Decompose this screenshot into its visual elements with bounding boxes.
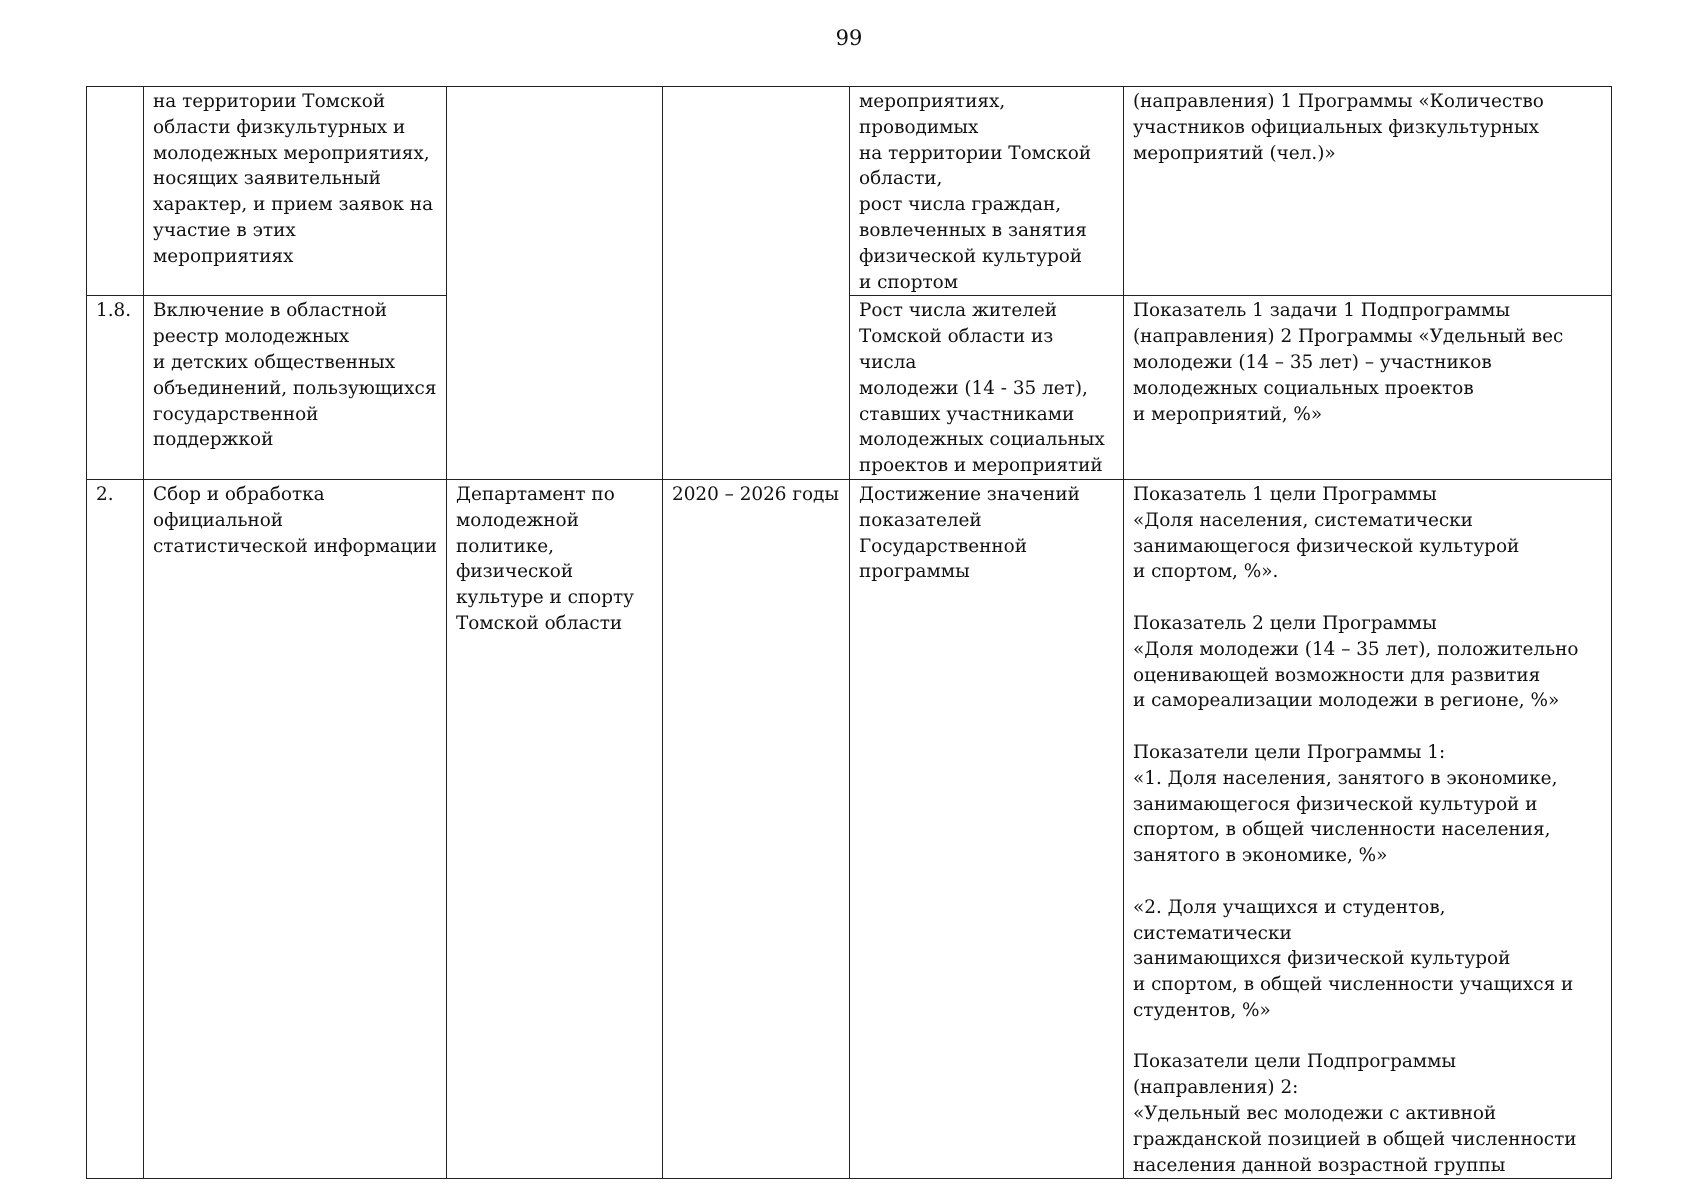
table-row bbox=[87, 87, 1612, 296]
activity-cell: на территории Томской области физкультурных и молодежных мероприятиях, носящих заявительный характер, и прием заявок на участие в этих мероприятиях bbox=[144, 87, 447, 296]
table-row bbox=[87, 479, 1612, 1179]
result-cell: мероприятиях, проводимых на территории Томской области, рост числа граждан, вовлеченных в занятия физической культурой и спортом bbox=[850, 87, 1124, 296]
table-row bbox=[87, 296, 1612, 480]
executor-cell bbox=[447, 87, 663, 480]
indicator-cell: Показатель 1 задачи 1 Подпрограммы (направления) 2 Программы «Удельный вес молодежи (14 – 35 лет) – участников молодежных социальных проектов и мероприятий, %» bbox=[1124, 296, 1612, 480]
result-cell: Достижение значений показателей Государственной программы bbox=[850, 479, 1124, 1179]
activity-cell: Включение в областной реестр молодежных и детских общественных объединений, пользующихся государственной поддержкой bbox=[144, 296, 447, 480]
row-number-cell bbox=[87, 87, 144, 296]
period-cell: 2020 – 2026 годы bbox=[663, 479, 850, 1179]
activity-cell: Сбор и обработка официальной статистической информации bbox=[144, 479, 447, 1179]
row-number-cell: 1.8. bbox=[87, 296, 144, 480]
executor-cell: Департамент по молодежной политике, физической культуре и спорту Томской области bbox=[447, 479, 663, 1179]
indicator-cell: (направления) 1 Программы «Количество участников официальных физкультурных мероприятий (чел.)» bbox=[1124, 87, 1612, 296]
period-cell bbox=[663, 87, 850, 480]
indicator-cell: Показатель 1 цели Программы «Доля населения, систематически занимающегося физической культурой и спортом, %». Показатель 2 цели Программы «Доля молодежи (14 – 35 лет), положительно оценивающей возможности для развития и самореализации молодежи в регионе, %» Показатели цели Программы 1: «1. Доля населения, занятого в экономике, занимающегося физической культурой и спортом, в общей численности населения, занятого в экономике, %» «2. Доля учащихся и студентов, систематически занимающихся физической культурой и спортом, в общей численности учащихся и студентов, %» Показатели цели Подпрограммы (направления) 2: «Удельный вес молодежи с активной гражданской позицией в общей численности населения данной возрастной группы bbox=[1124, 479, 1612, 1179]
result-cell: Рост числа жителей Томской области из числа молодежи (14 - 35 лет), ставших участниками молодежных социальных проектов и мероприятий bbox=[850, 296, 1124, 480]
row-number-cell: 2. bbox=[87, 479, 144, 1179]
page-number: 99 bbox=[835, 26, 863, 50]
program-activities-table bbox=[86, 86, 1612, 1179]
